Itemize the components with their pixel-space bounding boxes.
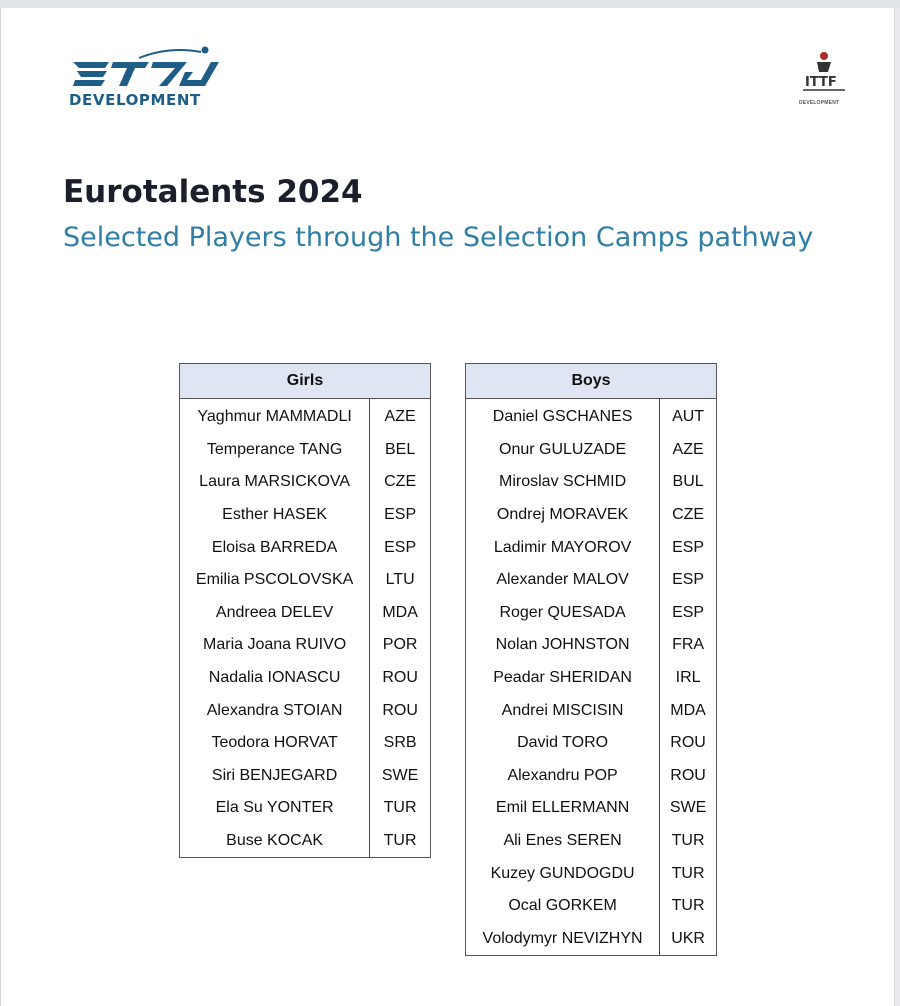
player-name: Ali Enes SEREN [466, 825, 660, 858]
table-row [466, 694, 717, 727]
player-name: Buse KOCAK [180, 825, 370, 858]
player-country: SWE [660, 792, 717, 825]
table-row [466, 564, 717, 597]
table-row [466, 629, 717, 662]
table-row [466, 923, 717, 956]
player-name: Laura MARSICKOVA [180, 466, 370, 499]
player-country: UKR [660, 923, 717, 956]
player-name: Emilia PSCOLOVSKA [180, 564, 370, 597]
table-row [180, 760, 431, 793]
player-country: SRB [370, 727, 431, 760]
player-name: Volodymyr NEVIZHYN [466, 923, 660, 956]
player-name: Ela Su YONTER [180, 792, 370, 825]
player-country: AUT [660, 399, 717, 434]
girls-heading: Girls [180, 364, 431, 399]
top-bar [0, 0, 900, 8]
table-row [180, 694, 431, 727]
table-row [466, 727, 717, 760]
table-row [180, 825, 431, 858]
player-country: ESP [370, 531, 431, 564]
table-row [466, 857, 717, 890]
table-row [466, 662, 717, 695]
player-name: Alexander MALOV [466, 564, 660, 597]
player-country: AZE [370, 399, 431, 434]
player-country: POR [370, 629, 431, 662]
player-country: IRL [660, 662, 717, 695]
player-name: Onur GULUZADE [466, 434, 660, 467]
player-name: Andreea DELEV [180, 597, 370, 630]
player-name: Peadar SHERIDAN [466, 662, 660, 695]
player-country: TUR [660, 890, 717, 923]
table-row [180, 434, 431, 467]
player-name: Ladimir MAYOROV [466, 531, 660, 564]
player-name: Ondrej MORAVEK [466, 499, 660, 532]
player-country: TUR [370, 825, 431, 858]
ettu-logo-icon [69, 44, 219, 90]
player-country: LTU [370, 564, 431, 597]
player-name: Yaghmur MAMMADLI [180, 399, 370, 434]
player-country: ROU [370, 662, 431, 695]
player-country: AZE [660, 434, 717, 467]
player-country: ROU [370, 694, 431, 727]
ittf-logo [795, 48, 853, 106]
player-country: TUR [660, 857, 717, 890]
player-country: FRA [660, 629, 717, 662]
player-name: David TORO [466, 727, 660, 760]
ettu-logo [69, 44, 219, 112]
table-row [180, 399, 431, 434]
table-row [466, 466, 717, 499]
boys-header-row [466, 364, 717, 399]
boys-table [465, 363, 717, 956]
player-name: Alexandra STOIAN [180, 694, 370, 727]
player-name: Teodora HORVAT [180, 727, 370, 760]
player-country: BEL [370, 434, 431, 467]
player-name: Nadalia IONASCU [180, 662, 370, 695]
table-row [180, 564, 431, 597]
player-country: TUR [660, 825, 717, 858]
table-row [180, 727, 431, 760]
player-country: TUR [370, 792, 431, 825]
page-subtitle: Selected Players through the Selection Camps pathway [63, 222, 814, 253]
ittf-logo-icon [795, 48, 853, 100]
boys-heading: Boys [466, 364, 717, 399]
player-name: Eloisa BARREDA [180, 531, 370, 564]
table-row [466, 434, 717, 467]
player-name: Esther HASEK [180, 499, 370, 532]
player-name: Roger QUESADA [466, 597, 660, 630]
table-row [466, 399, 717, 434]
player-country: ESP [660, 531, 717, 564]
boys-rows [466, 399, 717, 956]
player-name: Kuzey GUNDOGDU [466, 857, 660, 890]
table-row [180, 629, 431, 662]
player-name: Siri BENJEGARD [180, 760, 370, 793]
table-row [180, 792, 431, 825]
player-country: ESP [660, 597, 717, 630]
player-country: ESP [370, 499, 431, 532]
player-country: MDA [370, 597, 431, 630]
player-name: Andrei MISCISIN [466, 694, 660, 727]
ettu-development-label: DEVELOPMENT [69, 91, 201, 109]
player-country: ROU [660, 760, 717, 793]
player-country: ROU [660, 727, 717, 760]
table-row [466, 890, 717, 923]
player-country: MDA [660, 694, 717, 727]
player-name: Miroslav SCHMID [466, 466, 660, 499]
player-country: CZE [660, 499, 717, 532]
player-country: BUL [660, 466, 717, 499]
table-row [466, 597, 717, 630]
page-title: Eurotalents 2024 [63, 174, 363, 210]
girls-table [179, 363, 431, 858]
player-name: Alexandru POP [466, 760, 660, 793]
svg-text:ITTF: ITTF [805, 75, 837, 90]
table-row [180, 662, 431, 695]
table-row [466, 760, 717, 793]
player-name: Nolan JOHNSTON [466, 629, 660, 662]
player-name: Ocal GORKEM [466, 890, 660, 923]
table-row [180, 597, 431, 630]
player-country: ESP [660, 564, 717, 597]
table-row [180, 466, 431, 499]
girls-rows [180, 399, 431, 858]
player-country: SWE [370, 760, 431, 793]
table-row [466, 531, 717, 564]
player-name: Temperance TANG [180, 434, 370, 467]
girls-header-row [180, 364, 431, 399]
table-row [180, 531, 431, 564]
table-row [466, 825, 717, 858]
document-page [0, 8, 895, 1006]
player-name: Maria Joana RUIVO [180, 629, 370, 662]
player-name: Emil ELLERMANN [466, 792, 660, 825]
table-row [466, 792, 717, 825]
player-country: CZE [370, 466, 431, 499]
table-row [180, 499, 431, 532]
ittf-development-label: DEVELOPMENT [799, 100, 840, 106]
table-row [466, 499, 717, 532]
player-name: Daniel GSCHANES [466, 399, 660, 434]
